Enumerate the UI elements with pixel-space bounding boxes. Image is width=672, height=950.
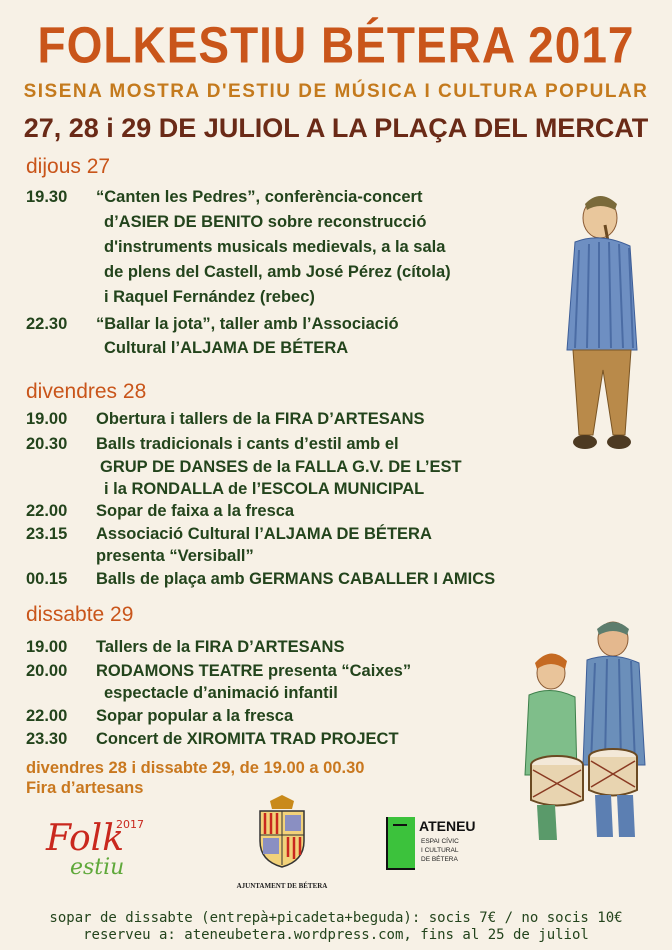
event-line: de plens del Castell, amb José Pérez (cítola) — [104, 263, 451, 281]
event-line: presenta “Versiball” — [96, 547, 254, 565]
event-line: d'instruments musicals medievals, a la sala — [104, 238, 446, 256]
day-heading-divendres: divendres 28 — [26, 380, 147, 403]
svg-text:ATENEU: ATENEU — [419, 818, 476, 834]
event-line: 22.00 Sopar de faixa a la fresca — [26, 502, 295, 520]
fira-dates: divendres 28 i dissabte 29, de 19.00 a 00.30 — [26, 759, 365, 777]
event-line: 23.30 Concert de XIROMITA TRAD PROJECT — [26, 730, 399, 748]
poster-dates: 27, 28 i 29 DE JULIOL A LA PLAÇA DEL MERCAT — [23, 113, 649, 143]
folkestiu-logo — [42, 808, 147, 878]
event-line: 23.15 Associació Cultural l’ALJAMA DE BÉTERA — [26, 525, 432, 543]
ateneu-logo — [385, 815, 495, 875]
event-line: i la RONDALLA de l’ESCOLA MUNICIPAL — [104, 480, 425, 498]
svg-text:2017: 2017 — [116, 818, 144, 831]
drummers-illustration — [515, 615, 665, 850]
event-line: d’ASIER DE BENITO sobre reconstrucció — [104, 213, 427, 231]
event-line: 20.00 RODAMONS TEATRE presenta “Caixes” — [26, 662, 412, 680]
day-heading-dijous: dijous 27 — [26, 155, 111, 178]
event-line: 20.30 Balls tradicionals i cants d’estil amb el — [26, 435, 399, 453]
coat-of-arms-icon — [242, 795, 322, 870]
event-line: 19.00 Tallers de la FIRA D’ARTESANS — [26, 638, 345, 656]
ajuntament-label: AJUNTAMENT DE BÉTERA — [236, 882, 328, 890]
day-heading-dissabte: dissabte 29 — [26, 603, 134, 626]
event-line: Cultural l’ALJAMA DE BÉTERA — [104, 339, 349, 357]
fira-label: Fira d’artesans — [26, 779, 144, 797]
event-line: i Raquel Fernández (rebec) — [104, 288, 315, 306]
event-line: espectacle d’animació infantil — [104, 684, 338, 702]
event-line: 22.00 Sopar popular a la fresca — [26, 707, 294, 725]
poster-subtitle: SISENA MOSTRA D'ESTIU DE MÚSICA I CULTURA POPULAR — [23, 81, 649, 102]
footer-price-info: sopar de dissabte (entrepà+picadeta+beguda): socis 7€ / no socis 10€ — [49, 910, 623, 926]
poster-title: FOLKESTIU BÉTERA 2017 — [37, 16, 635, 74]
footer-reservation-info: reserveu a: ateneubetera.wordpress.com, fins al 25 de juliol — [83, 927, 589, 943]
svg-text:DE BÉTERA: DE BÉTERA — [421, 856, 458, 863]
event-line: GRUP DE DANSES de la FALLA G.V. DE L’EST — [100, 458, 462, 476]
event-line: 19.30 “Canten les Pedres”, conferència-concert — [26, 188, 423, 206]
event-line: 19.00 Obertura i tallers de la FIRA D’ARTESANS — [26, 410, 425, 428]
svg-text:Folk: Folk — [46, 818, 125, 859]
svg-text:estiu: estiu — [70, 855, 125, 878]
event-line: 22.30 “Ballar la jota”, taller amb l’Associació — [26, 315, 399, 333]
svg-text:I CULTURAL: I CULTURAL — [421, 847, 459, 854]
flute-player-illustration — [545, 180, 655, 480]
event-line: 00.15 Balls de plaça amb GERMANS CABALLER I AMICS — [26, 570, 496, 588]
svg-text:ESPAI CÍVIC: ESPAI CÍVIC — [421, 838, 459, 845]
